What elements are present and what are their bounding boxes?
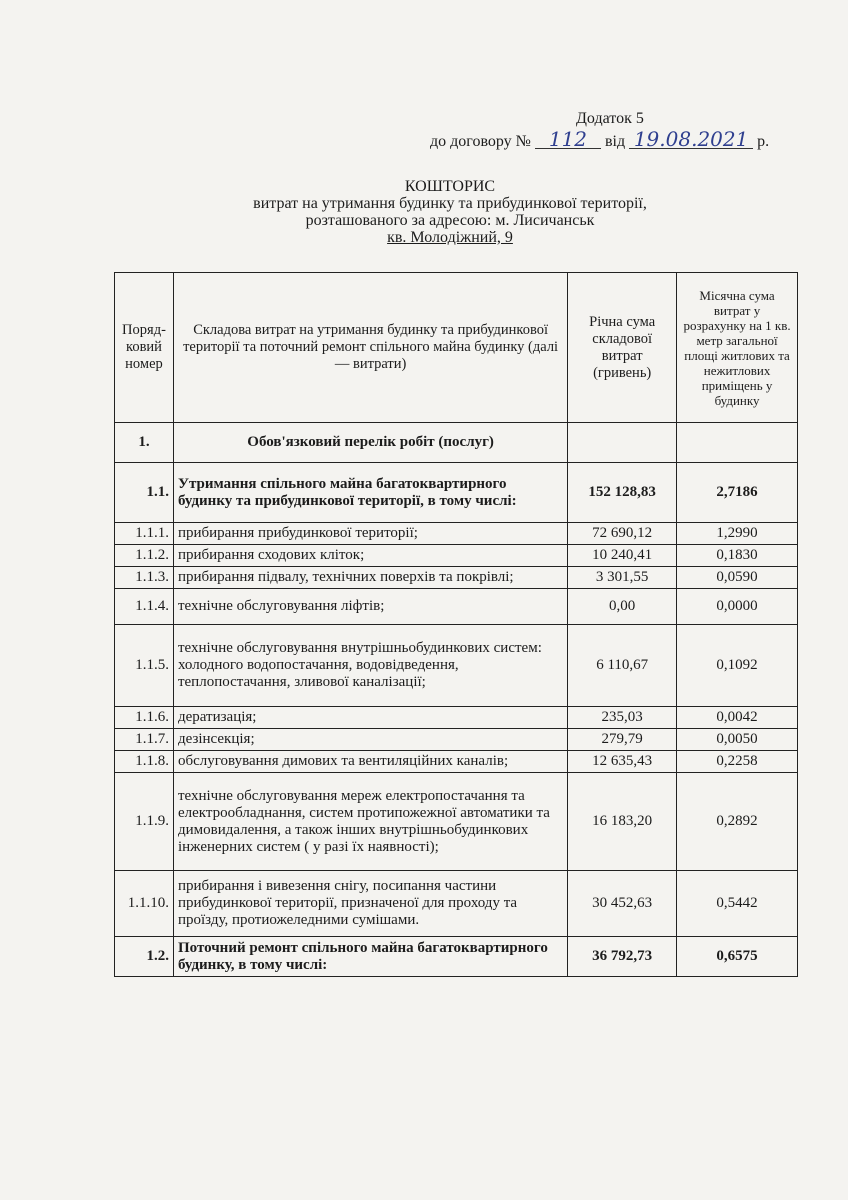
row-monthly: 0,5442 xyxy=(677,871,798,937)
row-number: 1.1.9. xyxy=(115,773,174,871)
row-annual: 6 110,67 xyxy=(568,625,677,707)
row-description: прибирання і вивезення снігу, посипання частини прибудинкової території, призначеної для проходу та проїзду, протиожеледними сумішами. xyxy=(173,871,567,937)
row-description: прибирання сходових кліток; xyxy=(173,545,567,567)
year-suffix: р. xyxy=(757,133,770,150)
row-annual: 72 690,12 xyxy=(568,523,677,545)
row-annual: 36 792,73 xyxy=(568,937,677,977)
row-monthly: 0,2258 xyxy=(677,751,798,773)
table-row xyxy=(115,625,798,707)
table-row xyxy=(115,423,798,463)
table-row xyxy=(115,773,798,871)
row-monthly: 0,0590 xyxy=(677,567,798,589)
row-monthly: 0,6575 xyxy=(677,937,798,977)
row-monthly: 0,0000 xyxy=(677,589,798,625)
row-monthly: 0,2892 xyxy=(677,773,798,871)
table-row xyxy=(115,463,798,523)
row-annual: 279,79 xyxy=(568,729,677,751)
row-description: дератизація; xyxy=(173,707,567,729)
addendum-label: Додаток 5 xyxy=(576,110,644,127)
row-annual: 0,00 xyxy=(568,589,677,625)
row-description: прибирання підвалу, технічних поверхів та покрівлі; xyxy=(173,567,567,589)
row-number: 1.1.1. xyxy=(115,523,174,545)
row-number: 1.1.8. xyxy=(115,751,174,773)
contract-line xyxy=(430,127,770,151)
header-annual: Річна сума складової витрат (гривень) xyxy=(568,273,677,423)
row-annual: 152 128,83 xyxy=(568,463,677,523)
row-monthly: 0,0042 xyxy=(677,707,798,729)
table-row xyxy=(115,589,798,625)
title-line-2: розташованого за адресою: м. Лисичанськ xyxy=(305,212,595,229)
row-description: дезінсекція; xyxy=(173,729,567,751)
table-row xyxy=(115,567,798,589)
table-row xyxy=(115,523,798,545)
header-monthly: Місячна сума витрат у розрахунку на 1 кв. метр загальної площі житлових та нежитлових приміщень у будинку xyxy=(677,273,798,423)
row-monthly: 0,0050 xyxy=(677,729,798,751)
row-number: 1.1.2. xyxy=(115,545,174,567)
row-description: Утримання спільного майна багатоквартирного будинку та прибудинкової території, в тому числі: xyxy=(173,463,567,523)
row-number: 1.2. xyxy=(115,937,174,977)
estimate-table xyxy=(114,272,798,977)
row-monthly: 0,1092 xyxy=(677,625,798,707)
row-monthly: 1,2990 xyxy=(677,523,798,545)
row-number: 1.1.10. xyxy=(115,871,174,937)
document-title xyxy=(200,178,700,246)
row-annual xyxy=(568,423,677,463)
contract-number: 112 xyxy=(535,130,601,149)
row-annual: 30 452,63 xyxy=(568,871,677,937)
row-number: 1.1.5. xyxy=(115,625,174,707)
table-row xyxy=(115,937,798,977)
title-main: КОШТОРИС xyxy=(404,178,496,195)
table-row xyxy=(115,707,798,729)
date-prefix: від xyxy=(604,133,626,150)
row-monthly: 2,7186 xyxy=(677,463,798,523)
row-description: технічне обслуговування ліфтів; xyxy=(173,589,567,625)
title-line-3: кв. Молодіжний, 9 xyxy=(387,229,513,246)
row-number: 1.1.7. xyxy=(115,729,174,751)
table-row xyxy=(115,545,798,567)
row-description: технічне обслуговування мереж електропостачання та електрообладнання, систем протипожежної автоматики та димовидалення, а також інших внутрішньобудинкових інженерних систем ( у разі їх наявності); xyxy=(173,773,567,871)
table-row xyxy=(115,751,798,773)
row-number: 1.1.4. xyxy=(115,589,174,625)
row-number: 1. xyxy=(115,423,174,463)
table-header-row xyxy=(115,273,798,423)
row-monthly: 0,1830 xyxy=(677,545,798,567)
row-annual: 12 635,43 xyxy=(568,751,677,773)
table-row xyxy=(115,729,798,751)
header-number: Поряд-ковий номер xyxy=(115,273,174,423)
contract-date: 19.08.2021 xyxy=(629,130,753,149)
row-annual: 10 240,41 xyxy=(568,545,677,567)
row-annual: 16 183,20 xyxy=(568,773,677,871)
row-monthly xyxy=(677,423,798,463)
row-number: 1.1.6. xyxy=(115,707,174,729)
title-line-1: витрат на утримання будинку та прибудинкової території, xyxy=(253,195,647,212)
row-description: обслуговування димових та вентиляційних каналів; xyxy=(173,751,567,773)
table-row xyxy=(115,871,798,937)
row-number: 1.1.3. xyxy=(115,567,174,589)
row-annual: 235,03 xyxy=(568,707,677,729)
row-number: 1.1. xyxy=(115,463,174,523)
row-description: Обов'язковий перелік робіт (послуг) xyxy=(173,423,567,463)
header-description: Складова витрат на утримання будинку та прибудинкової території та поточний ремонт спільного майна будинку (далі — витрати) xyxy=(173,273,567,423)
contract-prefix: до договору № xyxy=(430,133,531,150)
row-description: технічне обслуговування внутрішньобудинкових систем: холодного водопостачання, водовідведення, теплопостачання, зливової каналізації; xyxy=(173,625,567,707)
row-annual: 3 301,55 xyxy=(568,567,677,589)
row-description: Поточний ремонт спільного майна багатоквартирного будинку, в тому числі: xyxy=(173,937,567,977)
row-description: прибирання прибудинкової території; xyxy=(173,523,567,545)
